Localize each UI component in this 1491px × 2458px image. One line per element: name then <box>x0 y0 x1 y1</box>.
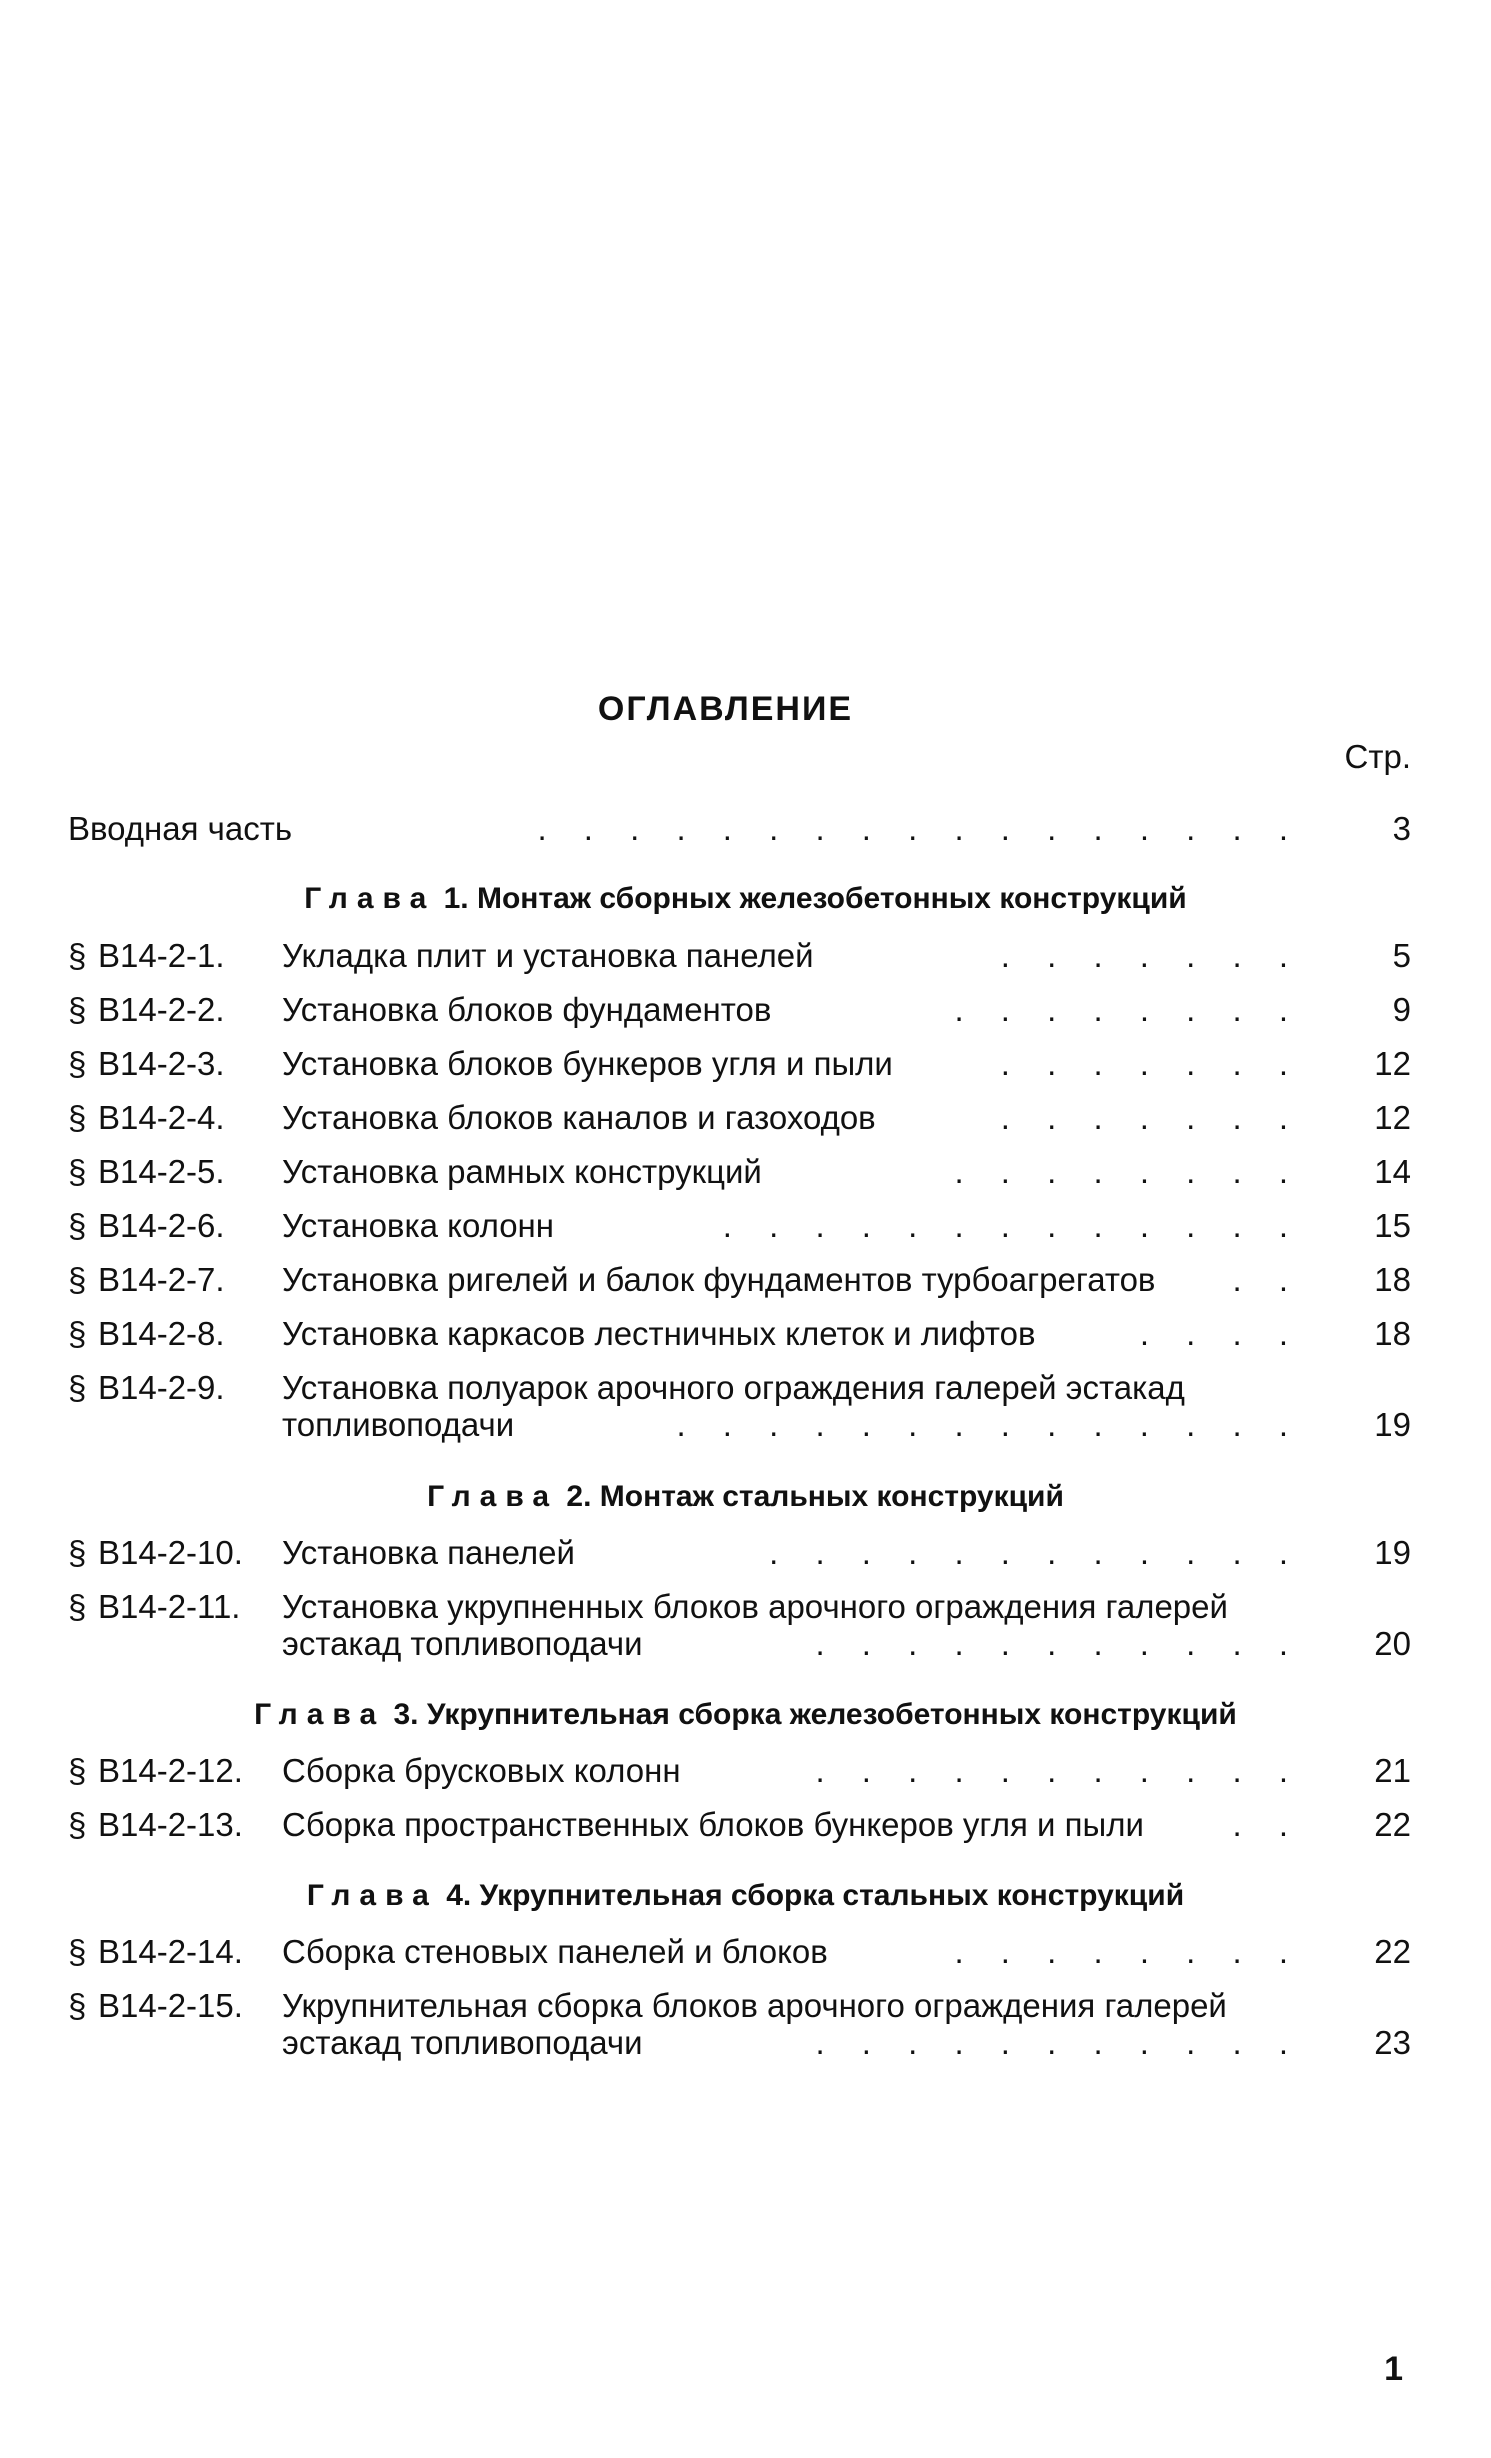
section-code: § В14-2-4. <box>68 1099 225 1136</box>
leader-dots: . . . . . . . <box>1000 937 1302 974</box>
entry-page: 20 <box>1374 1625 1411 1662</box>
section-code: § В14-2-1. <box>68 937 225 974</box>
entry-title-line2: эстакад топливоподачи <box>282 2024 643 2061</box>
leader-dots: . . . . <box>1139 1315 1302 1352</box>
leader-dots: . . . . . . . . . . . . . . <box>676 1406 1302 1443</box>
entry-page: 12 <box>1374 1099 1411 1136</box>
section-code: § В14-2-10. <box>68 1534 243 1571</box>
entry-page: 23 <box>1374 2024 1411 2061</box>
entry-title: Установка ригелей и балок фундаментов турбоагрегатов <box>282 1261 1156 1298</box>
entry-page: 9 <box>1392 991 1411 1028</box>
entry-title: Установка блоков фундаментов <box>282 991 772 1028</box>
entry-title: Сборка брусковых колонн <box>282 1752 681 1789</box>
entry-title: Укрупнительная сборка блоков арочного ограждения галерей <box>282 1987 1227 2024</box>
entry-title-line2: эстакад топливоподачи <box>282 1625 643 1662</box>
entry-page: 21 <box>1374 1752 1411 1789</box>
entry-title: Укладка плит и установка панелей <box>282 937 814 974</box>
chapter-heading: Глава 4. Укрупнительная сборка стальных конструкций <box>306 1879 1185 1912</box>
entry-title: Сборка стеновых панелей и блоков <box>282 1933 828 1970</box>
entry-title: Установка панелей <box>282 1534 575 1571</box>
entry-title: Сборка пространственных блоков бункеров угля и пыли <box>282 1806 1144 1843</box>
leader-dots: . . . . . . . . . . . <box>815 1752 1302 1789</box>
entry-title: Установка каркасов лестничных клеток и лифтов <box>282 1315 1036 1352</box>
leader-dots: . . <box>1232 1261 1302 1298</box>
entry-title: Установка полуарок арочного ограждения галерей эстакад <box>282 1369 1185 1406</box>
leader-dots: . . . . . . . . . . . . . . . . . <box>537 810 1302 847</box>
entry-page: 22 <box>1374 1806 1411 1843</box>
section-code: § В14-2-14. <box>68 1933 243 1970</box>
section-code: § В14-2-7. <box>68 1261 225 1298</box>
entry-title: Установка укрупненных блоков арочного ограждения галерей <box>282 1588 1228 1625</box>
entry-page: 18 <box>1374 1261 1411 1298</box>
leader-dots: . . . . . . . . . . . . . <box>722 1207 1302 1244</box>
section-code: § В14-2-3. <box>68 1045 225 1082</box>
toc-title: ОГЛАВЛЕНИЕ <box>597 690 854 728</box>
leader-dots: . . <box>1232 1806 1302 1843</box>
section-code: § В14-2-5. <box>68 1153 225 1190</box>
entry-page: 12 <box>1374 1045 1411 1082</box>
entry-page: 15 <box>1374 1207 1411 1244</box>
section-code: § В14-2-13. <box>68 1806 243 1843</box>
entry-page: 5 <box>1392 937 1411 974</box>
leader-dots: . . . . . . . . <box>954 1933 1302 1970</box>
entry-page: 14 <box>1374 1153 1411 1190</box>
entry-page: 19 <box>1374 1534 1411 1571</box>
leader-dots: . . . . . . . . <box>954 1153 1302 1190</box>
entry-title-line2: топливоподачи <box>282 1406 515 1443</box>
section-code: § В14-2-15. <box>68 1987 243 2024</box>
chapter-heading: Глава 3. Укрупнительная сборка железобетонных конструкций <box>254 1698 1237 1731</box>
entry-page: 3 <box>1392 810 1411 847</box>
leader-dots: . . . . . . . . . . . <box>815 1625 1302 1662</box>
section-code: § В14-2-11. <box>68 1588 241 1625</box>
section-code: § В14-2-9. <box>68 1369 225 1406</box>
entry-title: Вводная часть <box>68 810 293 847</box>
leader-dots: . . . . . . . <box>1000 1099 1302 1136</box>
entry-title: Установка рамных конструкций <box>282 1153 762 1190</box>
entry-title: Установка блоков бункеров угля и пыли <box>282 1045 893 1082</box>
section-code: § В14-2-2. <box>68 991 225 1028</box>
entry-page: 19 <box>1374 1406 1411 1443</box>
page-column-header: Стр. <box>1344 738 1411 775</box>
entry-page: 22 <box>1374 1933 1411 1970</box>
leader-dots: . . . . . . . . <box>954 991 1302 1028</box>
chapter-heading: Глава 1. Монтаж сборных железобетонных конструкций <box>304 882 1187 915</box>
chapter-heading: Глава 2. Монтаж стальных конструкций <box>427 1480 1064 1513</box>
section-code: § В14-2-6. <box>68 1207 225 1244</box>
entry-title: Установка блоков каналов и газоходов <box>282 1099 876 1136</box>
leader-dots: . . . . . . . . . . . <box>815 2024 1302 2061</box>
entry-page: 18 <box>1374 1315 1411 1352</box>
section-code: § В14-2-8. <box>68 1315 225 1352</box>
leader-dots: . . . . . . . <box>1000 1045 1302 1082</box>
page-folio: 1 <box>1384 2350 1403 2388</box>
leader-dots: . . . . . . . . . . . . <box>769 1534 1302 1571</box>
entry-title: Установка колонн <box>282 1207 555 1244</box>
section-code: § В14-2-12. <box>68 1752 243 1789</box>
